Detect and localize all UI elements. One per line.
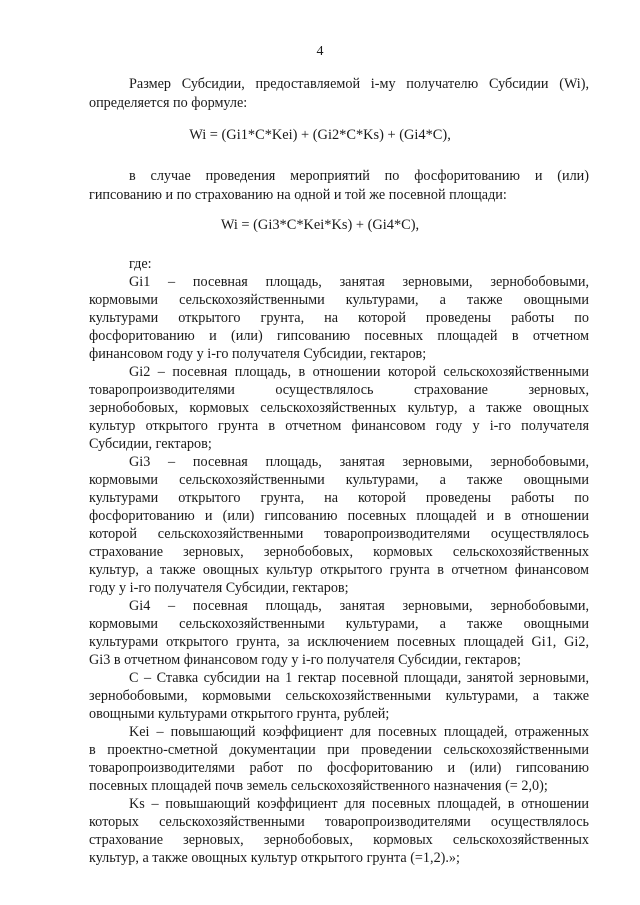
gi3-line-1: Gi3 – посевная площадь, занятая зерновыми, зернобобовыми, [129, 454, 589, 470]
formula-1: Wi = (Gi1*C*Kei) + (Gi2*C*Ks) + (Gi4*C), [189, 127, 451, 143]
gi3-line-2: кормовыми сельскохозяйственными культурами, а также овощными [89, 472, 589, 488]
kei-line-1: Kei – повышающий коэффициент для посевных площадей, отраженных [129, 724, 589, 740]
gi2-line-2: товаропроизводителями осуществлялось страхование зерновых, [89, 382, 589, 398]
gi4-line-2: кормовыми сельскохозяйственными культурами, а также овощными [89, 616, 589, 632]
para2-line-2: гипсованию и по страхованию на одной и той же посевной площади: [89, 187, 507, 203]
para2-line-1: в случае проведения мероприятий по фосфоритованию и (или) [129, 168, 589, 184]
page-number: 4 [316, 44, 324, 59]
c-line-3: овощными культурами открытого грунта, рублей; [89, 706, 390, 722]
gi4-line-4: Gi3 в отчетном финансовом году у i-го получателя Субсидии, гектаров; [89, 652, 521, 668]
gi2-line-1: Gi2 – посевная площадь, в отношении которой сельскохозяйственными [129, 364, 589, 380]
ks-line-1: Ks – повышающий коэффициент для посевных площадей, в отношении [129, 796, 589, 812]
kei-line-3: товаропроизводителями работ по фосфоритованию и (или) гипсованию [89, 760, 589, 776]
ks-line-2: которых сельскохозяйственными товаропроизводителями осуществлялось [89, 814, 589, 830]
gi1-line-5: финансовом году у i-го получателя Субсидии, гектаров; [89, 346, 427, 362]
gi3-line-3: культурами открытого грунта, на которой проведены работы по [89, 490, 589, 506]
gi1-line-1: Gi1 – посевная площадь, занятая зерновыми, зернобобовыми, [129, 274, 589, 290]
gi1-line-2: кормовыми сельскохозяйственными культурами, а также овощными [89, 292, 589, 308]
kei-line-4: посевных площадей почв земель сельскохозяйственного назначения (= 2,0); [89, 778, 548, 794]
c-line-2: зернобобовыми, кормовыми сельскохозяйственными культурами, а также [89, 688, 589, 704]
gi2-line-3: зернобобовых, кормовых сельскохозяйственных культур, а также овощных [89, 400, 589, 416]
formula-2: Wi = (Gi3*C*Kei*Ks) + (Gi4*C), [220, 217, 420, 233]
gi2-line-4: культур открытого грунта в отчетном финансовом году у i-го получателя [89, 418, 589, 434]
gi1-line-3: культурами открытого грунта, на которой проведены работы по [89, 310, 589, 326]
gi3-line-6: страхование зерновых, зернобобовых, кормовых сельскохозяйственных [89, 544, 589, 560]
gi3-line-5: которой сельскохозяйственными товаропроизводителями осуществлялось [89, 526, 589, 542]
gi3-line-8: году у i-го получателя Субсидии, гектаров; [89, 580, 349, 596]
where-label: где: [129, 256, 152, 272]
gi4-line-1: Gi4 – посевная площадь, занятая зерновыми, зернобобовыми, [129, 598, 589, 614]
gi4-line-3: культурами открытого грунта, за исключением посевных площадей Gi1, Gi2, [89, 634, 589, 650]
gi2-line-5: Субсидии, гектаров; [89, 436, 212, 452]
ks-line-4: культур, а также овощных культур открытого грунта (=1,2).»; [89, 850, 460, 866]
para1-line-2: определяется по формуле: [89, 95, 248, 111]
gi3-line-4: фосфоритованию и (или) гипсованию посевных площадей и в отношении [89, 508, 589, 524]
gi3-line-7: культур, а также овощных культур открытого грунта в отчетном финансовом [89, 562, 589, 578]
ks-line-3: страхование зерновых, зернобобовых, кормовых сельскохозяйственных [89, 832, 589, 848]
kei-line-2: в проектно-сметной документации при проведении сельскохозяйственными [89, 742, 589, 758]
gi1-line-4: фосфоритованию и (или) гипсованию посевных площадей в отчетном [89, 328, 589, 344]
para1-line-1: Размер Субсидии, предоставляемой i-му получателю Субсидии (Wi), [129, 76, 589, 92]
c-line-1: С – Ставка субсидии на 1 гектар посевной площади, занятой зерновыми, [129, 670, 589, 686]
